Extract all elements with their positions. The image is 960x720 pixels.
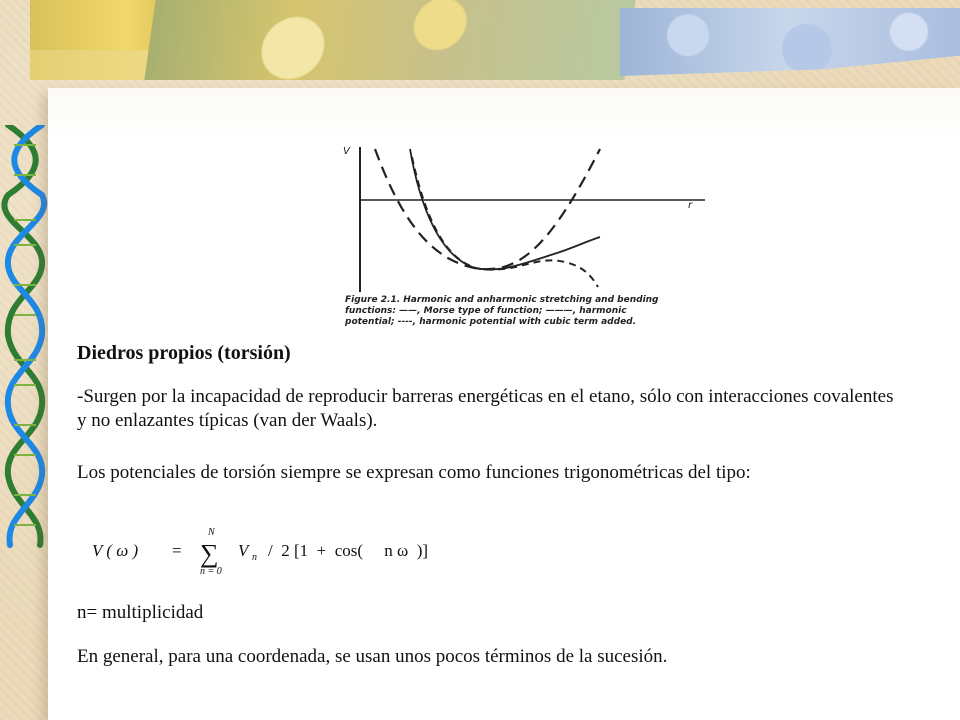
- section-heading: Diedros propios (torsión): [77, 342, 291, 364]
- banner-flowers-right: [620, 8, 960, 76]
- figure-caption: [345, 295, 715, 328]
- harmonic-curve: [375, 149, 600, 269]
- multiplicity-text: n= multiplicidad: [77, 602, 204, 623]
- banner-leaves-center: [144, 0, 635, 80]
- axis-v-label: V: [343, 146, 350, 157]
- top-banner-image: [0, 0, 960, 80]
- caption-line: potential; ----, harmonic potential with cubic term added.: [345, 317, 637, 327]
- formula-v-subscript: n: [252, 552, 257, 563]
- formula-rest: / 2 [1 + cos( n ω )]: [268, 541, 429, 560]
- sum-symbol: ∑: [200, 539, 219, 568]
- formula-v: V: [238, 541, 249, 560]
- paragraph-origin: -Surgen por la incapacidad de reproducir barreras energéticas en el etano, sólo con interacciones covalentes y no enlazantes típicas (van der Waals).: [77, 386, 894, 431]
- caption-line: functions: ——, Morse type of function; ———, harmonic: [345, 306, 627, 316]
- paragraph-trig: Los potenciales de torsión siempre se expresan como funciones trigonométricas del tipo:: [77, 462, 751, 483]
- axis-r-label: r: [688, 200, 693, 211]
- closing-text: En general, para una coordenada, se usan unos pocos términos de la sucesión.: [77, 646, 668, 667]
- torsion-formula: [92, 528, 482, 578]
- formula-lhs: V ( ω ): [92, 541, 139, 560]
- dna-helix-decoration: [0, 125, 50, 555]
- potential-curves-plot: [320, 137, 720, 297]
- formula-equals: =: [172, 541, 182, 560]
- sum-lower-limit: n = 0: [200, 566, 222, 577]
- sum-upper-limit: N: [208, 528, 215, 538]
- caption-line: Figure 2.1. Harmonic and anharmonic stretching and bending: [345, 295, 659, 305]
